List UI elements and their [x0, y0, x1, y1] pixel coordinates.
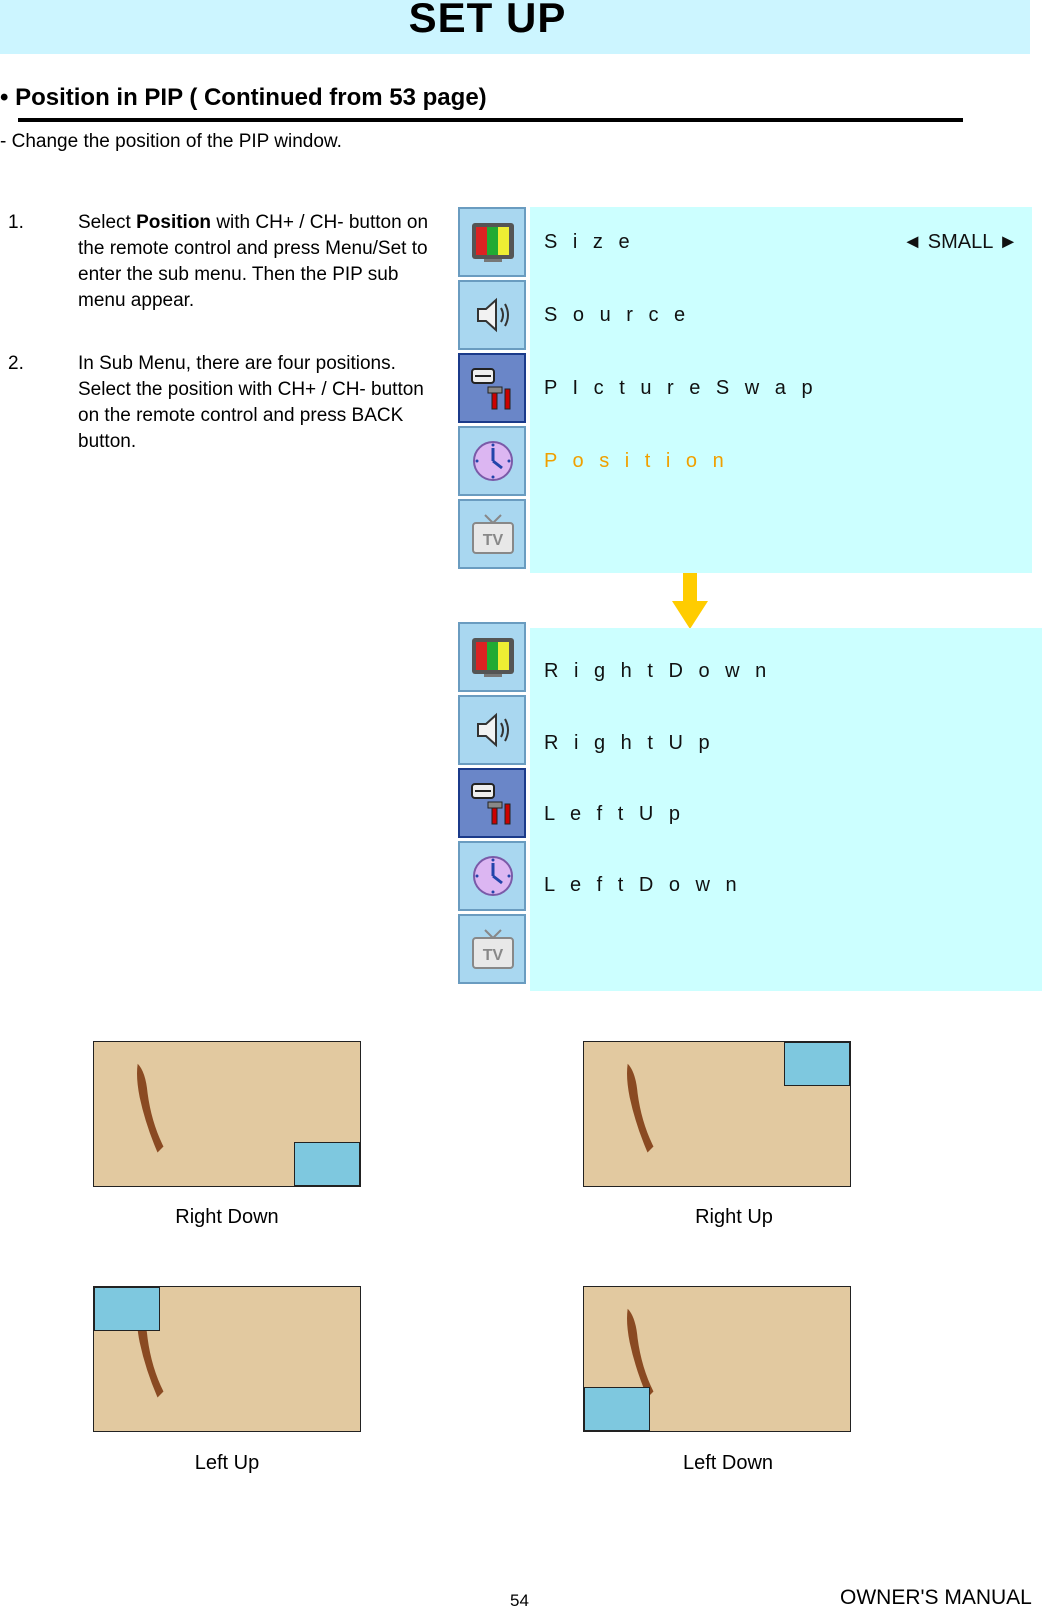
arrow-down-icon — [672, 573, 708, 629]
submenu-item-left-up[interactable]: L e f t U p — [544, 803, 685, 825]
example-left-down — [583, 1286, 851, 1432]
caption-left-down: Left Down — [682, 1452, 774, 1474]
section-heading: • Position in PIP ( Continued from 53 page) — [0, 84, 487, 111]
submenu-item-right-up[interactable]: R i g h t U p — [544, 732, 715, 754]
caption-left-up: Left Up — [194, 1452, 260, 1474]
example-right-down — [93, 1041, 361, 1187]
step-number: 1. — [8, 212, 24, 233]
submenu-item-left-down[interactable]: L e f t D o w n — [544, 874, 742, 896]
menu-tab-sound[interactable] — [458, 695, 526, 765]
menu-tab-tv[interactable] — [458, 914, 526, 984]
menu-tab-time[interactable] — [458, 426, 526, 496]
menu-panel — [530, 207, 1032, 573]
pip-window — [584, 1387, 650, 1431]
svg-text:TV: TV — [482, 532, 504, 549]
step-text: In Sub Menu, there are four positions. Select the position with CH+ / CH- button on the remote control and press BACK button. — [78, 353, 424, 452]
menu-tab-setup[interactable] — [458, 768, 526, 838]
submenu-item-right-down[interactable]: R i g h t D o w n — [544, 660, 772, 682]
color-bars-icon — [470, 634, 516, 680]
speaker-icon — [470, 707, 516, 753]
page-number: 54 — [510, 1591, 529, 1610]
menu-icon-column — [458, 622, 530, 987]
step-text: Select Position with CH+ / CH- button on the remote control and press Menu/Set to enter the sub menu. Then the PIP sub menu appear. — [78, 212, 429, 311]
tv-icon — [470, 926, 516, 972]
clock-icon — [470, 438, 516, 484]
speaker-icon — [470, 292, 516, 338]
svg-text:TV: TV — [482, 947, 504, 964]
toolbox-icon — [470, 365, 516, 411]
menu-tab-tv[interactable] — [458, 499, 526, 569]
caption-right-up: Right Up — [695, 1206, 773, 1228]
menu-tab-sound[interactable] — [458, 280, 526, 350]
pip-window — [784, 1042, 850, 1086]
submenu-panel — [530, 628, 1042, 991]
example-left-up — [93, 1286, 361, 1432]
section-divider — [18, 118, 963, 122]
caption-right-down: Right Down — [175, 1206, 279, 1228]
menu-item-position[interactable]: P o s i t i o n — [544, 450, 729, 472]
page-title: SET UP — [408, 0, 567, 41]
color-bars-icon — [470, 219, 516, 265]
pip-window — [94, 1287, 160, 1331]
step-number: 2. — [8, 353, 24, 374]
menu-tab-setup[interactable] — [458, 353, 526, 423]
menu-tab-time[interactable] — [458, 841, 526, 911]
menu-item-size[interactable]: S i z e — [544, 231, 635, 253]
section-subtitle: - Change the position of the PIP window. — [0, 131, 342, 152]
pip-window — [294, 1142, 360, 1186]
example-right-up — [583, 1041, 851, 1187]
menu-tab-picture[interactable] — [458, 207, 526, 277]
tv-icon — [470, 511, 516, 557]
menu-icon-column — [458, 207, 530, 572]
toolbox-icon — [470, 780, 516, 826]
menu-item-source[interactable]: S o u r c e — [544, 304, 691, 326]
menu-tab-picture[interactable] — [458, 622, 526, 692]
step-keyword: Position — [136, 212, 212, 233]
clock-icon — [470, 853, 516, 899]
manual-label: OWNER'S MANUAL — [840, 1586, 1032, 1609]
menu-item-picture-swap[interactable]: P I c t u r e S w a p — [544, 377, 818, 399]
size-value[interactable]: ◄ SMALL ► — [902, 231, 1018, 253]
